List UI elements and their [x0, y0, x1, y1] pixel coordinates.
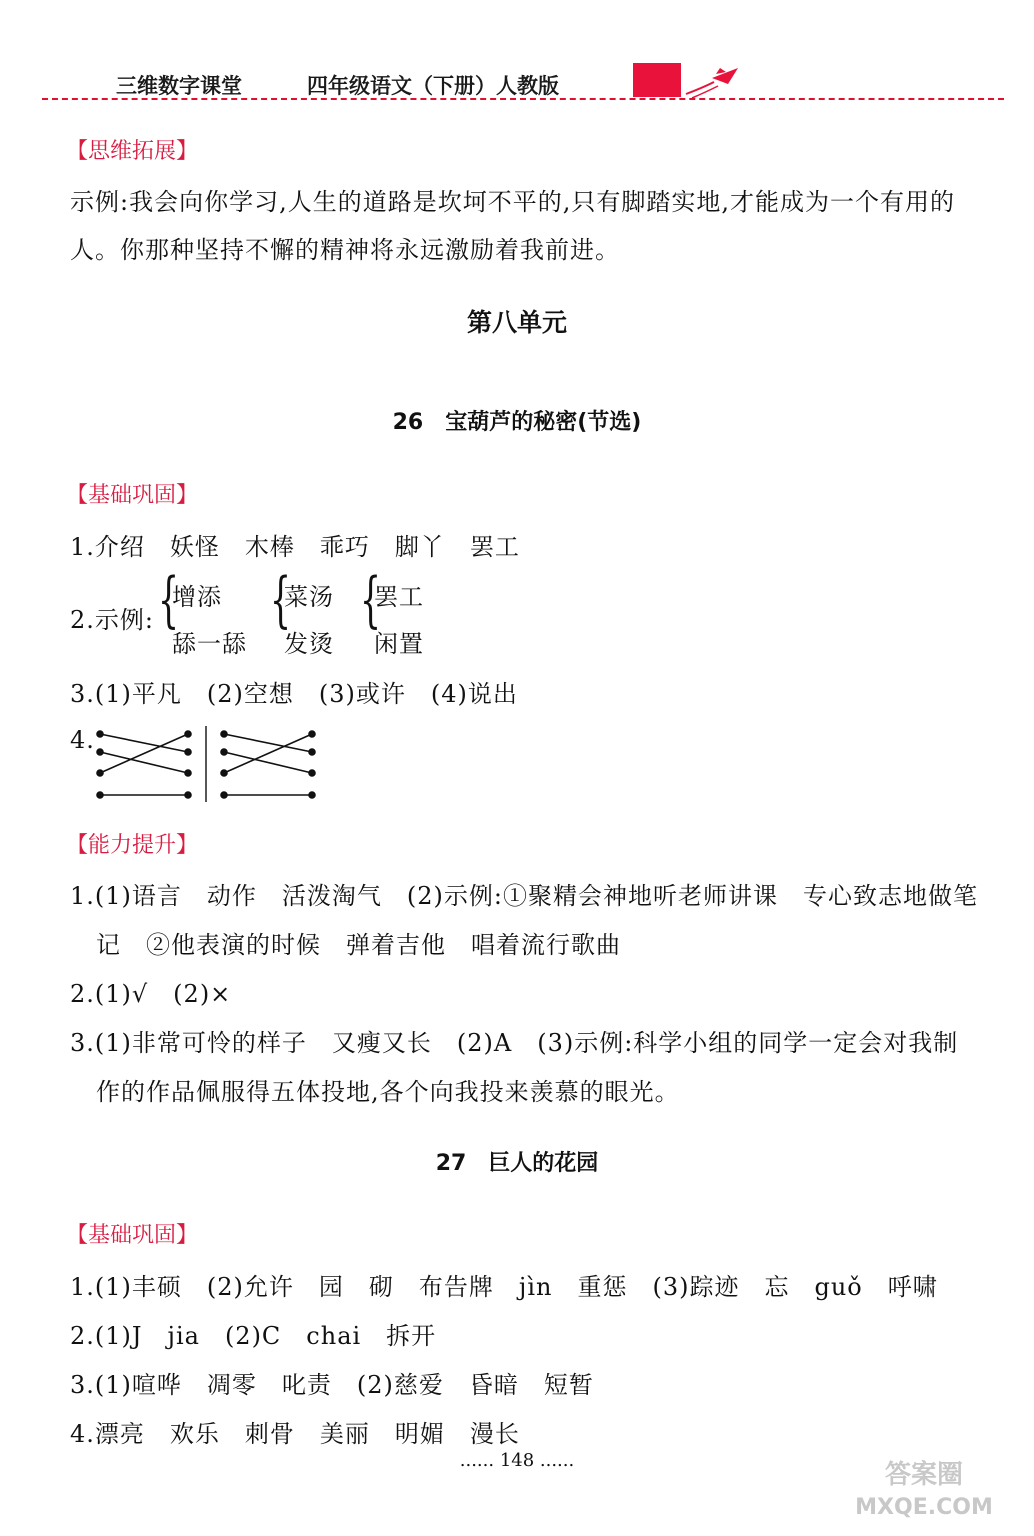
l26-q2-top-2: 菜汤 — [284, 583, 334, 611]
brace-2: { — [270, 565, 292, 635]
l26-q2-top-1: 增添 — [172, 583, 222, 611]
lesson-26-title: 26 宝葫芦的秘密(节选) — [392, 410, 642, 435]
l26-q2-bottom-2: 发烫 — [284, 630, 334, 658]
header-book-title: 四年级语文（下册）人教版 — [307, 74, 559, 98]
header-series-title: 三维数字课堂 — [116, 74, 242, 98]
section-label-thinking: 【思维拓展】 — [66, 139, 199, 164]
l27-q3: 3.(1)喧哗 凋零 叱责 (2)慈爱 昏暗 短暂 — [70, 1371, 594, 1399]
section-label-basic-26: 【基础巩固】 — [66, 483, 199, 508]
section-label-ability-26: 【能力提升】 — [66, 833, 199, 858]
l26-a3-line-1: 3.(1)非常可怜的样子 又瘦又长 (2)A (3)示例:科学小组的同学一定会对我制 — [70, 1029, 959, 1057]
watermark-logo: 答案圈 MXQE.COM — [855, 1460, 993, 1521]
l26-q1: 1.介绍 妖怪 木棒 乖巧 脚丫 罢工 — [70, 533, 520, 561]
thinking-line-2: 人。你那种坚持不懈的精神将永远激励着我前进。 — [70, 236, 620, 264]
l27-q2: 2.(1)J jia (2)C chai 拆开 — [70, 1322, 437, 1350]
lesson-27-title: 27 巨人的花园 — [435, 1151, 599, 1176]
page-number: ...... 148 ...... — [459, 1450, 575, 1471]
l27-q4: 4.漂亮 欢乐 刺骨 美丽 明媚 漫长 — [70, 1420, 520, 1448]
l26-a2: 2.(1)√ (2)× — [70, 980, 232, 1008]
l26-q4-label: 4. — [70, 726, 95, 754]
section-label-basic-27: 【基础巩固】 — [66, 1223, 199, 1248]
l26-a1-line-1: 1.(1)语言 动作 活泼淘气 (2)示例:①聚精会神地听老师讲课 专心致志地做笔 — [70, 882, 978, 910]
matching-lines-diagram — [90, 722, 330, 806]
l26-q2-bottom-1: 舔一舔 — [172, 630, 247, 658]
brace-1: { — [158, 565, 180, 635]
l26-q2-top-3: 罢工 — [374, 583, 424, 611]
unit-title: 第八单元 — [466, 308, 567, 337]
l26-q2-bottom-3: 闲置 — [374, 630, 424, 658]
l27-q1: 1.(1)丰硕 (2)允许 园 砌 布告牌 jìn 重惩 (3)踪迹 忘 guǒ 呼啸 — [70, 1273, 938, 1301]
l26-a3-line-2: 作的作品佩服得五体投地,各个向我投来羡慕的眼光。 — [96, 1078, 680, 1106]
l26-a1-line-2: 记 ②他表演的时候 弹着吉他 唱着流行歌曲 — [96, 931, 621, 959]
thinking-line-1: 示例:我会向你学习,人生的道路是坎坷不平的,只有脚踏实地,才能成为一个有用的 — [70, 188, 955, 216]
l26-q2-prefix: 2.示例: — [70, 606, 154, 634]
header-divider — [42, 98, 1004, 100]
brace-3: { — [360, 565, 382, 635]
logo-block — [633, 63, 681, 97]
l26-q3: 3.(1)平凡 (2)空想 (3)或许 (4)说出 — [70, 680, 518, 708]
rocket-icon — [682, 64, 744, 100]
